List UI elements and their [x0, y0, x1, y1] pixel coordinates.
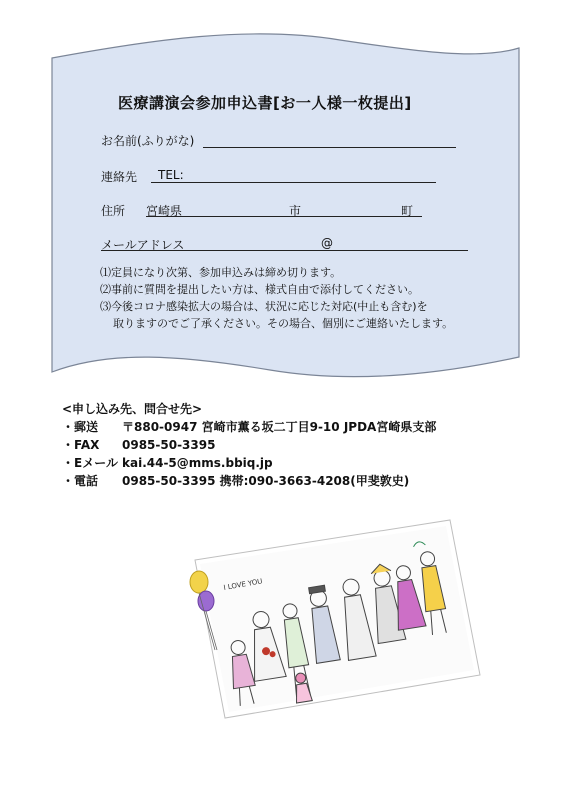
- contact-heading: <申し込み先、問合せ先>: [62, 402, 203, 416]
- contact-email-value[interactable]: kai.44-5@mms.bbiq.jp: [122, 456, 273, 470]
- email-label: メールアドレス: [101, 238, 185, 252]
- phone-value: 0985-50-3395 携帯:090-3663-4208(甲斐敦史): [122, 474, 410, 488]
- illustration-caption: I LOVE YOU: [222, 577, 264, 592]
- form-title: 医療講演会参加申込書[お一人様一枚提出]: [118, 94, 412, 112]
- mail-value: 〒880-0947 宮崎市薫る坂二丁目9-10 JPDA宮崎県支部: [122, 420, 437, 434]
- contact-email-label: ・Eメール: [62, 456, 118, 470]
- note-item: ⑴定員になり次第、参加申込みは締め切ります。: [100, 266, 342, 279]
- fax-label: ・FAX: [62, 438, 100, 452]
- note-item: ⑶今後コロナ感染拡大の場合は、状況に応じた対応(中止も含む)を: [100, 300, 428, 313]
- city-label: 市: [289, 204, 302, 218]
- prefecture-text: 宮崎県: [146, 204, 183, 218]
- name-label: お名前(ふりがな): [101, 134, 195, 148]
- note-item: ⑵事前に質問を提出したい方は、様式自由で添付してください。: [100, 283, 419, 296]
- note-item: 取りますのでご了承ください。その場合、個別にご連絡いたします。: [113, 317, 454, 330]
- tel-label: TEL:: [158, 168, 184, 182]
- fax-value: 0985-50-3395: [122, 438, 216, 452]
- at-sign: @: [321, 236, 333, 250]
- address-label: 住所: [101, 204, 126, 218]
- phone-label: ・電話: [62, 474, 99, 488]
- contact-label: 連絡先: [101, 170, 138, 184]
- town-label: 町: [401, 204, 414, 218]
- mail-label: ・郵送: [62, 420, 99, 434]
